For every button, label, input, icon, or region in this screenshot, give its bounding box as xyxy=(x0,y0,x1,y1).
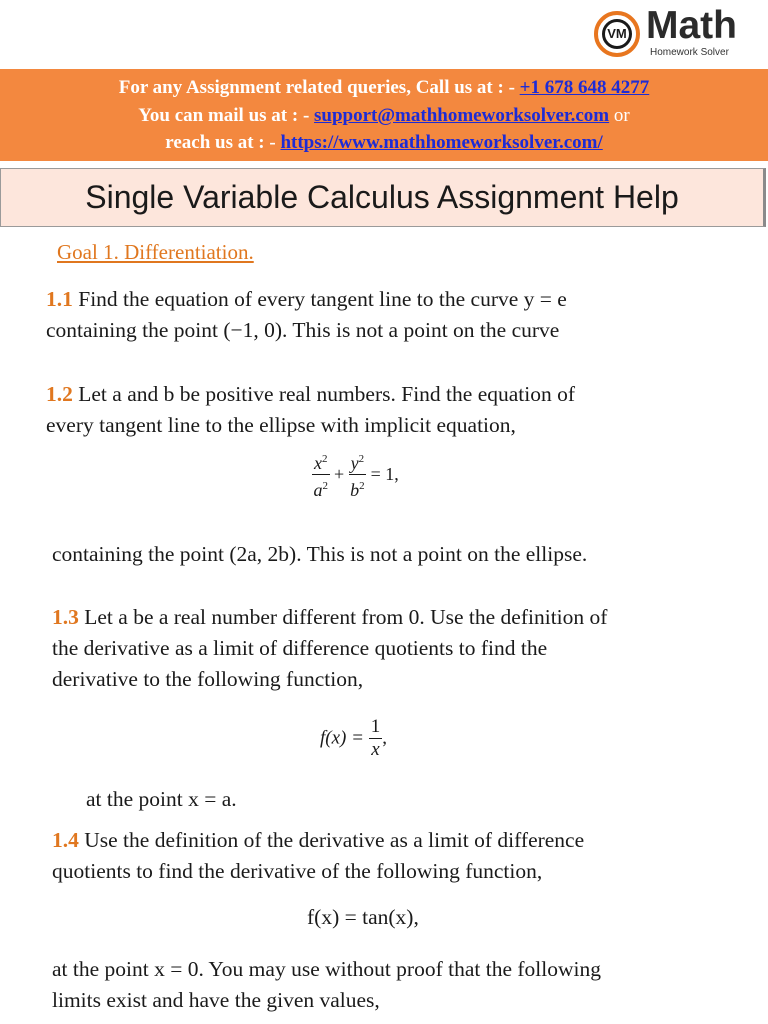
brand-logo xyxy=(594,4,762,66)
problem-1-2-line1 xyxy=(46,379,575,410)
problem-1-2-line2: every tangent line to the ellipse with implicit equation, xyxy=(46,413,516,437)
problem-1-3-line3: derivative to the following function, xyxy=(52,667,364,691)
tan-equation: f(x) = tan(x), xyxy=(307,905,419,929)
banner-line-phone xyxy=(0,74,768,102)
fraction-reciprocal xyxy=(369,716,383,761)
problem-text: Find the equation of every tangent line to the curve y = e xyxy=(72,287,567,311)
logo-mark: VM xyxy=(602,19,632,49)
contact-banner xyxy=(0,69,768,161)
problem-1-1 xyxy=(46,284,567,346)
ellipse-equation xyxy=(312,448,399,501)
logo-circle-icon xyxy=(594,11,640,57)
eq-lhs: f(x) = xyxy=(320,727,369,749)
eq-exp: 2 xyxy=(358,453,365,465)
eq-exp: 2 xyxy=(322,480,328,492)
eq-x: x xyxy=(314,453,322,473)
problem-number: 1.1 xyxy=(46,287,73,311)
problem-1-3 xyxy=(52,602,607,695)
eq-plus: + xyxy=(334,464,345,484)
banner-email-label: You can mail us at : - xyxy=(138,104,315,126)
eq-y: y xyxy=(350,453,359,473)
eq-a: a xyxy=(313,480,323,500)
fraction-x xyxy=(312,448,330,501)
eq-denominator: x xyxy=(371,739,380,760)
banner-line-email xyxy=(0,102,768,130)
banner-line-url xyxy=(0,129,768,157)
problem-1-3-line2: the derivative as a limit of difference quotients to find the xyxy=(52,636,548,660)
logo-brand-text: Math xyxy=(646,4,737,47)
phone-link[interactable]: +1 678 648 4277 xyxy=(519,77,650,98)
email-link[interactable]: support@mathhomeworksolver.com xyxy=(314,104,610,126)
problem-1-1-line2: containing the point (−1, 0). This is not a point on the curve xyxy=(46,318,560,342)
eq-numerator: 1 xyxy=(370,716,381,737)
fraction-y xyxy=(349,448,367,501)
problem-text: Let a and b be positive real numbers. Find the equation of xyxy=(72,382,576,406)
problem-1-4-after-line1: at the point x = 0. You may use without proof that the following xyxy=(52,957,601,981)
banner-phone-label: For any Assignment related queries, Call us at : - xyxy=(118,77,520,98)
problem-text: Let a be a real number different from 0. Use the definition of xyxy=(78,605,608,629)
banner-or-text: or xyxy=(609,104,630,126)
logo-tagline: Homework Solver xyxy=(650,47,729,58)
page-title: Single Variable Calculus Assignment Help xyxy=(0,168,766,227)
reciprocal-equation xyxy=(320,716,387,761)
problem-1-4-line2: quotients to find the derivative of the following function, xyxy=(52,859,543,883)
problem-number: 1.2 xyxy=(46,382,73,406)
problem-number: 1.4 xyxy=(52,828,79,852)
problem-1-2-after: containing the point (2a, 2b). This is not a point on the ellipse. xyxy=(52,542,588,566)
goal-heading: Goal 1. Differentiation. xyxy=(57,240,254,264)
problem-text: Use the definition of the derivative as a limit of difference xyxy=(78,828,585,852)
eq-rhs: = 1, xyxy=(370,464,399,484)
eq-b: b xyxy=(350,480,360,500)
website-link[interactable]: https://www.mathhomeworksolver.com/ xyxy=(280,132,603,153)
problem-1-3-after: at the point x = a. xyxy=(86,787,237,811)
problem-1-1-line1 xyxy=(46,284,567,315)
eq-comma: , xyxy=(382,727,387,749)
problem-1-4 xyxy=(52,825,584,887)
eq-exp: 2 xyxy=(359,480,365,492)
banner-url-label: reach us at : - xyxy=(165,132,281,153)
problem-number: 1.3 xyxy=(52,605,79,629)
problem-1-3-line1 xyxy=(52,602,607,633)
eq-exp: 2 xyxy=(322,453,328,465)
problem-1-4-after xyxy=(52,954,601,1016)
problem-1-2 xyxy=(46,379,575,441)
problem-1-4-after-line2: limits exist and have the given values, xyxy=(52,988,380,1012)
problem-1-4-line1 xyxy=(52,825,584,856)
